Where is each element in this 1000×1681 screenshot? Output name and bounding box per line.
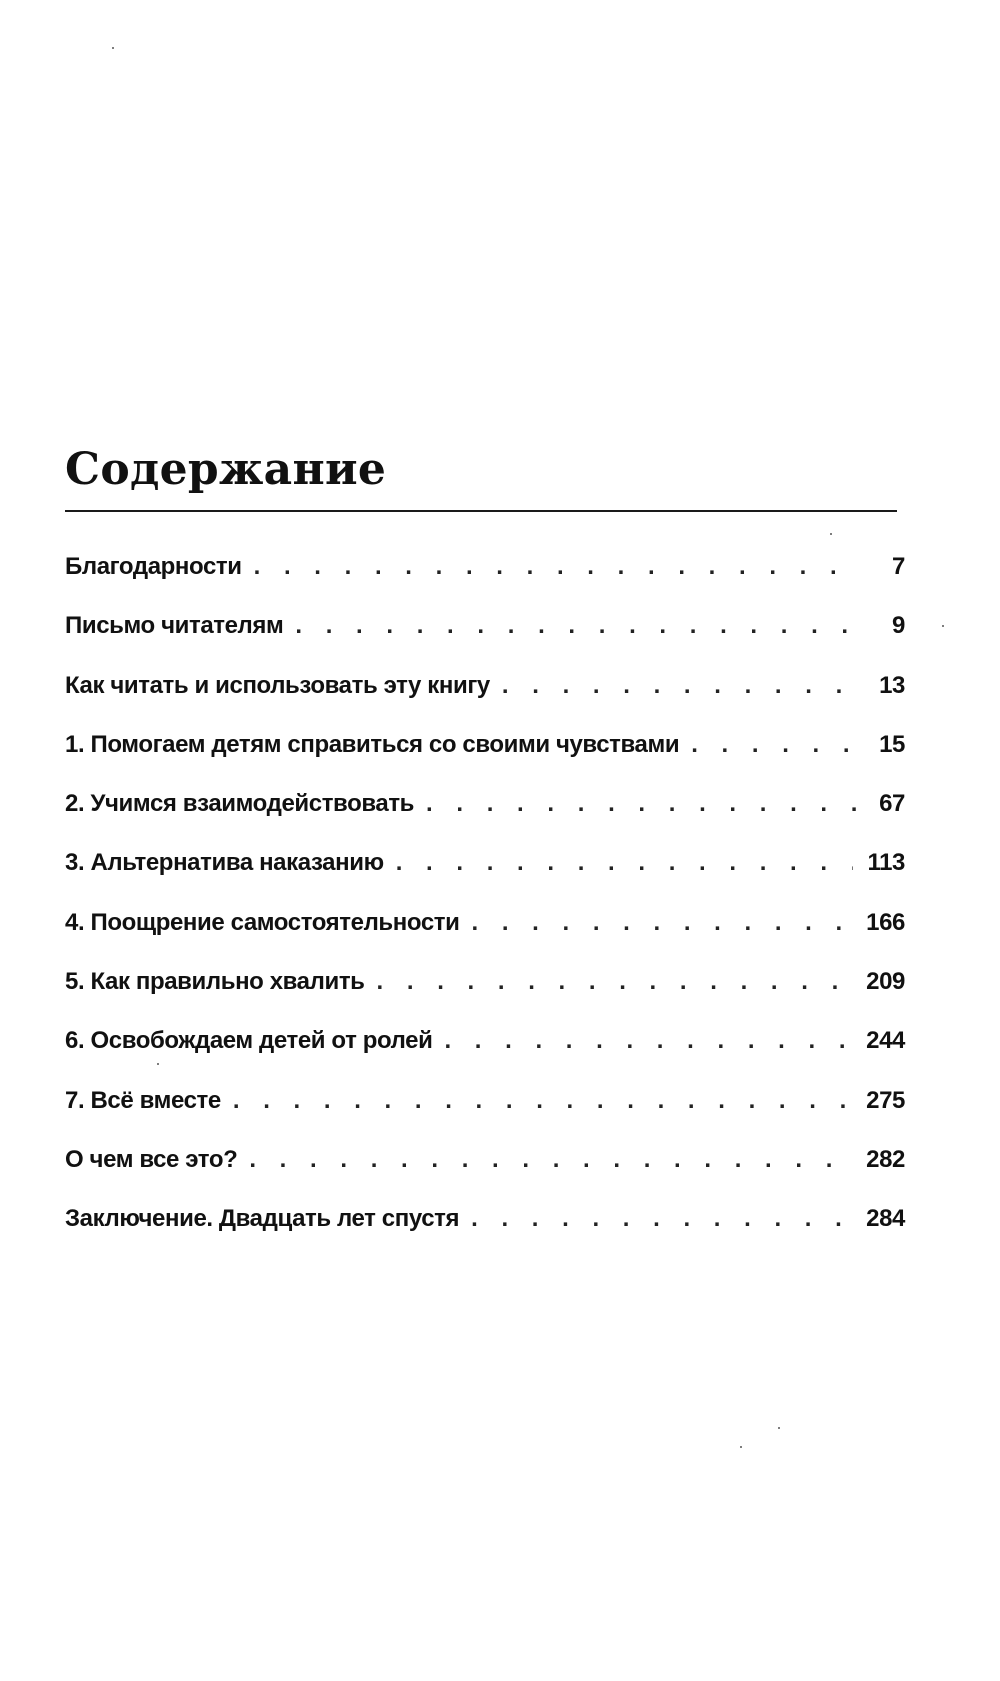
toc-page-number: 113 (867, 849, 905, 877)
toc-page-number: 67 (879, 790, 905, 818)
toc-page-number: 244 (866, 1027, 905, 1055)
toc-page-number: 166 (866, 908, 905, 936)
toc-entry[interactable] (65, 790, 905, 849)
page-title: Содержание (65, 444, 387, 495)
dot-leader (426, 790, 857, 818)
dot-leader (249, 1146, 852, 1174)
scan-speck (112, 47, 114, 49)
toc-entry-title: О чем все это? (65, 1145, 238, 1173)
dot-leader (396, 849, 854, 877)
toc-entry-title: 3. Альтернатива наказанию (65, 849, 384, 877)
toc-entry-title: 5. Как правильно хвалить (65, 968, 365, 996)
toc-entry[interactable] (65, 672, 905, 731)
toc-entry-title: 2. Учимся взаимодействовать (65, 790, 415, 818)
toc-page-number: 9 (892, 612, 905, 640)
toc-entry[interactable] (65, 1027, 905, 1086)
scan-speck (830, 533, 832, 535)
toc-entry[interactable] (65, 1146, 905, 1205)
toc-entry[interactable] (65, 968, 905, 1027)
toc-entry[interactable] (65, 909, 905, 968)
scan-speck (740, 1446, 742, 1448)
toc-entry-title: 7. Всё вместе (65, 1086, 221, 1114)
toc-entry-title: Письмо читателям (65, 612, 284, 640)
dot-leader (691, 731, 857, 759)
scan-speck (942, 625, 944, 627)
dot-leader (502, 672, 857, 700)
dot-leader (471, 909, 852, 937)
toc-entry-title: 6. Освобождаем детей от ролей (65, 1027, 433, 1055)
dot-leader (233, 1087, 852, 1115)
toc-entry[interactable] (65, 612, 905, 671)
scan-speck (778, 1427, 780, 1429)
toc-entry[interactable] (65, 731, 905, 790)
dot-leader (444, 1027, 852, 1055)
toc-entry[interactable] (65, 849, 905, 908)
toc-page-number: 282 (866, 1145, 905, 1173)
table-of-contents (65, 553, 905, 1265)
toc-entry[interactable] (65, 1205, 905, 1264)
dot-leader (471, 1205, 852, 1233)
toc-entry-title: 1. Помогаем детям справиться со своими чувствами (65, 730, 680, 758)
toc-entry-title: 4. Поощрение самостоятельности (65, 908, 460, 936)
toc-entry-title: Заключение. Двадцать лет спустя (65, 1205, 460, 1233)
toc-page-number: 13 (879, 671, 905, 699)
toc-page-number: 209 (866, 968, 905, 996)
toc-page-number: 284 (866, 1205, 905, 1233)
title-underline (65, 510, 897, 512)
dot-leader (254, 553, 857, 581)
toc-entry-title: Как читать и использовать эту книгу (65, 671, 490, 699)
toc-page-number: 7 (892, 553, 905, 580)
dot-leader (295, 612, 857, 640)
toc-entry-title: Благодарности (65, 553, 242, 580)
toc-entry[interactable] (65, 553, 905, 612)
toc-entry[interactable] (65, 1087, 905, 1146)
dot-leader (377, 968, 853, 996)
toc-page-number: 15 (879, 730, 905, 758)
toc-page-number: 275 (866, 1086, 905, 1114)
